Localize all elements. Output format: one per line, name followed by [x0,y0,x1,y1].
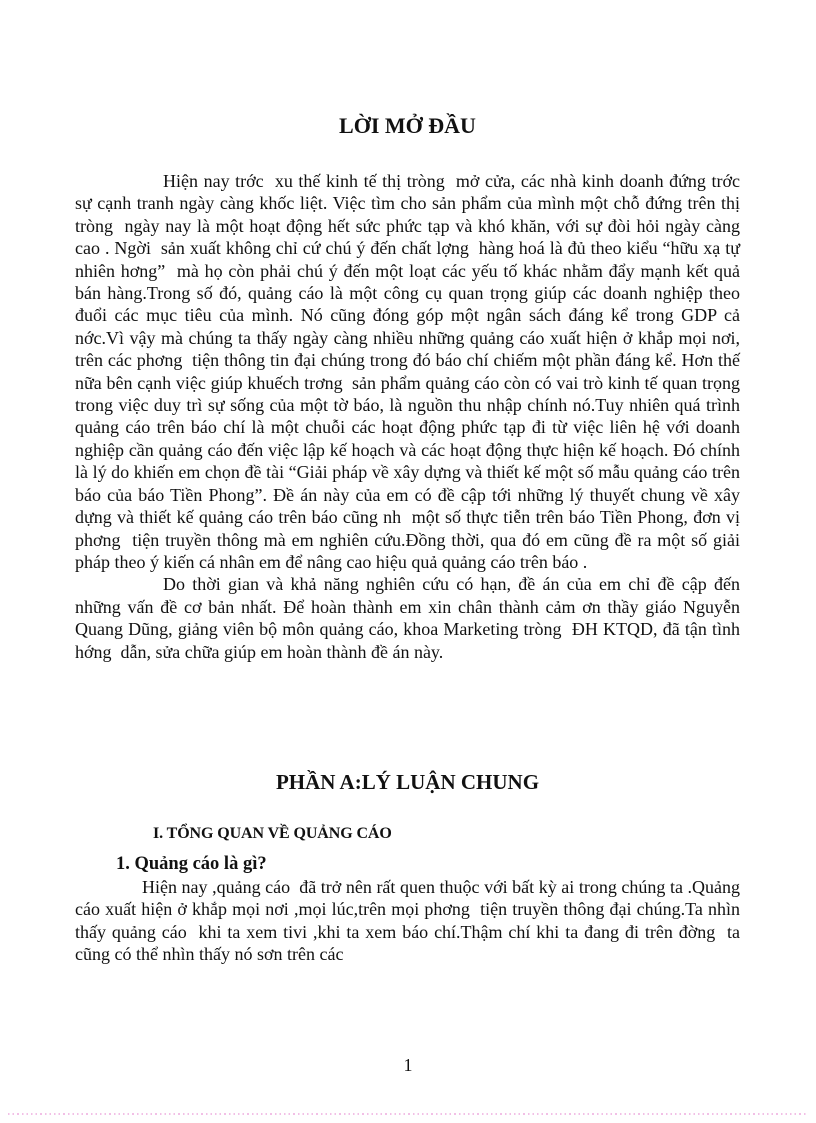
part-a-heading: PHẦN A:LÝ LUẬN CHUNG [275,769,540,794]
page-number: 1 [403,1055,413,1075]
page-title: LỜI MỞ ĐẦU [339,113,476,138]
intro-paragraph-2: Do thời gian và khả năng nghiên cứu có hạn, đề án của em chỉ đề cập đến những vấn đề cơ bản nhất. Để hoàn thành em xin chân thành cảm ơn thầy giáo Nguyễn Quang Dũng, giảng viên bộ môn quảng cáo, khoa Marketing tròng ĐH KTQD, đã tận tình hớng dẫn, sửa chữa giúp em hoàn thành đề án này. [75,574,745,662]
subsection-heading-quang-cao-la-gi: 1. Quảng cáo là gì? [116,853,267,874]
intro-paragraph-1: Hiện nay trớc xu thế kinh tế thị tròng mở cửa, các nhà kinh doanh đứng trớc sự cạnh tranh ngày càng khốc liệt. Việc tìm cho sản phẩm của mình một chỗ đứng trên thị tròng ngày nay là một hoạt động hết sức phức tạp và khó khăn, với sự đòi hỏi ngày càng cao . Ngời sản xuất không chỉ cứ chú ý đến chất lợng hàng hoá là đủ theo kiểu “hữu xạ tự nhiên hơng” mà họ còn phải chú ý đến một loạt các yếu tố khác nhằm đẩy mạnh kết quả bán hàng.Trong số đó, quảng cáo là một công cụ quan trọng giúp các doanh nghiệp theo đuổi các mục tiêu của mình. Nó cũng đóng góp một ngân sách đáng kể trong GDP cả nớc.Vì vậy mà chúng ta thấy ngày càng nhiều những quảng cáo xuất hiện ở khắp mọi nơi, trên các phơng tiện thông tin đại chúng trong đó báo chí chiếm một phần đáng kể. Hơn thế nữa bên cạnh việc giúp khuếch trơng sản phẩm quảng cáo còn có vai trò kinh tế quan trọng trong việc duy trì sự sống của một tờ báo, là nguồn thu nhập chính nó.Tuy nhiên quá trình quảng cáo trên báo chí là một chuỗi các hoạt động phức tạp đi từ việc liên hệ với doanh nghiệp cần quảng cáo đến việc lập kế hoạch và các hoạt động thực hiện kế hoạch. Đó chính là lý do khiến em chọn đề tài “Giải pháp về xây dựng và thiết kế một số mẫu quảng cáo trên báo của báo Tiền Phong”. Đề án này của em có đề cập tới những lý thuyết chung về xây dựng và thiết kế quảng cáo trên báo cũng nh một số thực tiễn trên báo Tiền Phong, đơn vị phơng tiện truyền thông mà em nghiên cứu.Đồng thời, qua đó em cũng đề ra một số giải pháp theo ý kiến cá nhân em để nâng cao hiệu quả quảng cáo trên báo . [75,171,749,572]
page-break-divider [8,1113,808,1115]
section-heading-tong-quan: I. TỔNG QUAN VỀ QUẢNG CÁO [153,824,392,842]
body-paragraph-1: Hiện nay ,quảng cáo đã trở nên rất quen thuộc với bất kỳ ai trong chúng ta .Quảng cáo xuất hiện ở khắp mọi nơi ,mọi lúc,trên mọi phơng tiện truyền thông đại chúng.Ta nhìn thấy quảng cáo khi ta xem tivi ,khi ta xem báo chí.Thậm chí khi ta đang đi trên đờng ta cũng có thể nhìn thấy nó sơn trên các [75,876,745,965]
